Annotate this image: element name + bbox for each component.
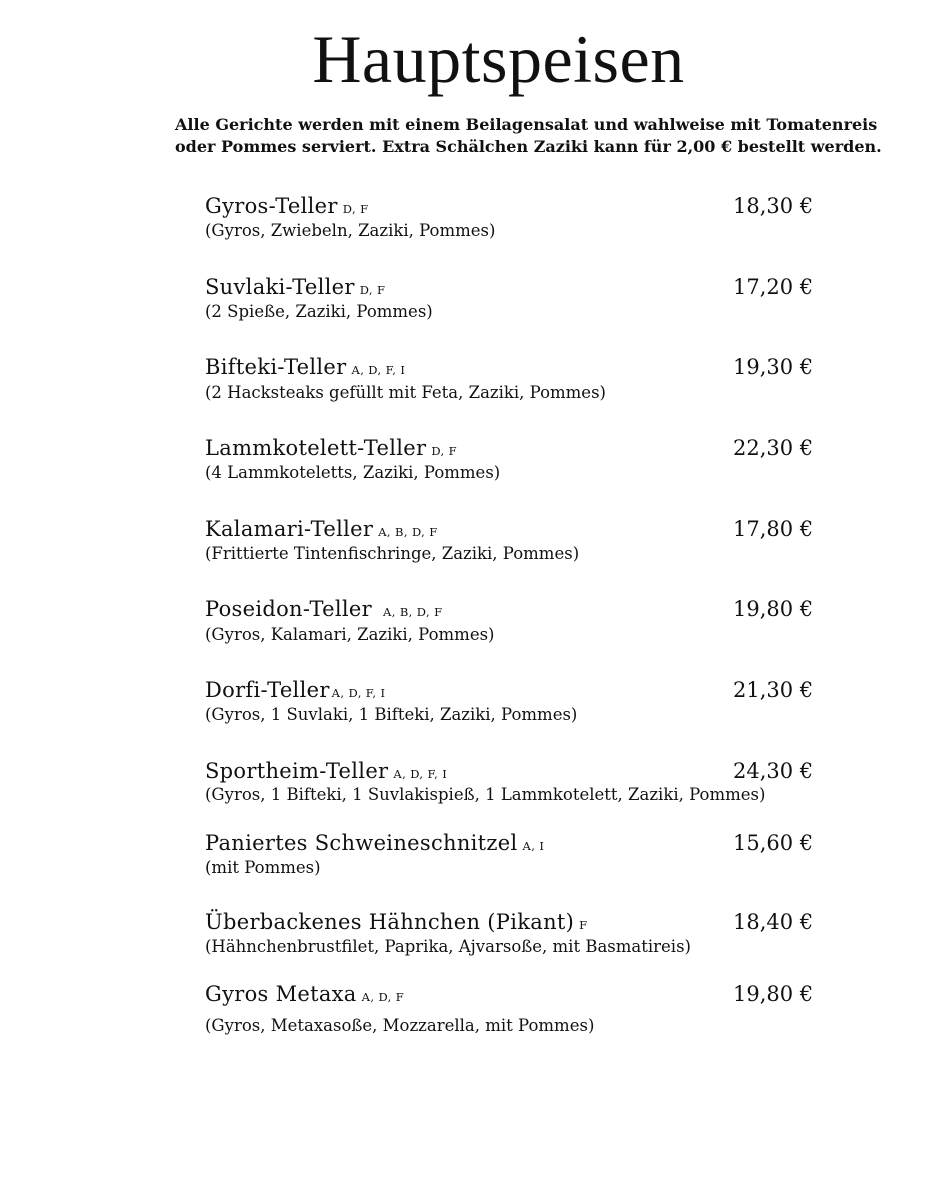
- menu-item-title: [205, 906, 588, 941]
- dish-name: Kalamari-Teller: [205, 517, 374, 541]
- allergen-codes: A, B, D, F: [378, 525, 438, 539]
- dish-price: 19,80 €: [733, 982, 814, 1006]
- menu-item-title: [205, 674, 385, 709]
- dish-price: 21,30 €: [733, 678, 814, 702]
- menu-item-title: [205, 351, 405, 386]
- dish-price: 18,30 €: [733, 194, 814, 218]
- menu-item-title: [205, 190, 368, 225]
- dish-description: (Gyros, Zwiebeln, Zaziki, Pommes): [205, 221, 496, 240]
- allergen-codes: A, I: [522, 839, 545, 853]
- menu-item-title: [205, 827, 544, 862]
- menu-item-title: [205, 513, 438, 548]
- allergen-codes: A, D, F, I: [331, 686, 386, 700]
- dish-price: 19,30 €: [733, 355, 814, 379]
- allergen-codes: A, D, F, I: [351, 363, 406, 377]
- allergen-codes: D, F: [431, 444, 458, 458]
- dish-name: Gyros-Teller: [205, 194, 338, 218]
- dish-name: Lammkotelett-Teller: [205, 436, 427, 460]
- dish-name: Poseidon-Teller: [205, 597, 373, 621]
- dish-name: Überbackenes Hähnchen (Pikant): [205, 910, 575, 934]
- dish-name: Dorfi-Teller: [205, 678, 330, 702]
- dish-price: 17,80 €: [733, 517, 814, 541]
- dish-name: Suvlaki-Teller: [205, 275, 355, 299]
- allergen-codes: F: [579, 918, 588, 932]
- dish-name: Paniertes Schweineschnitzel: [205, 831, 518, 855]
- dish-name: Gyros Metaxa: [205, 982, 357, 1006]
- dish-price: 18,40 €: [733, 910, 814, 934]
- menu-item-title: [205, 432, 457, 467]
- dish-name: Sportheim-Teller: [205, 759, 389, 783]
- allergen-codes: A, D, F, I: [393, 767, 448, 781]
- dish-description: (Hähnchenbrustfilet, Paprika, Ajvarsoße, mit Basmatireis): [205, 937, 691, 956]
- dish-description: (2 Spieße, Zaziki, Pommes): [205, 302, 433, 321]
- dish-description: (2 Hacksteaks gefüllt mit Feta, Zaziki, Pommes): [205, 383, 606, 402]
- intro-note: [175, 114, 882, 158]
- dish-description: (Frittierte Tintenfischringe, Zaziki, Pommes): [205, 544, 580, 563]
- dish-description: (Gyros, 1 Suvlaki, 1 Bifteki, Zaziki, Pommes): [205, 705, 578, 724]
- dish-price: 15,60 €: [733, 831, 814, 855]
- dish-description: (Gyros, 1 Bifteki, 1 Suvlakispieß, 1 Lammkotelett, Zaziki, Pommes): [205, 785, 766, 804]
- menu-item-title: [205, 593, 443, 628]
- page-title: Hauptspeisen: [312, 21, 685, 97]
- intro-line-2: oder Pommes serviert. Extra Schälchen Zaziki kann für 2,00 € bestellt werden.: [175, 137, 882, 156]
- menu-item-title: [205, 978, 404, 1013]
- intro-line-1: Alle Gerichte werden mit einem Beilagensalat und wahlweise mit Tomatenreis: [175, 115, 878, 134]
- allergen-codes: D, F: [342, 202, 369, 216]
- allergen-codes: A, D, F: [361, 990, 405, 1004]
- menu-item-title: [205, 271, 385, 306]
- dish-price: 19,80 €: [733, 597, 814, 621]
- dish-description: (Gyros, Kalamari, Zaziki, Pommes): [205, 625, 495, 644]
- allergen-codes: A, B, D, F: [383, 605, 443, 619]
- dish-description: (mit Pommes): [205, 858, 321, 877]
- allergen-codes: D, F: [359, 283, 386, 297]
- dish-description: (Gyros, Metaxasoße, Mozzarella, mit Pommes): [205, 1016, 595, 1035]
- dish-description: (4 Lammkoteletts, Zaziki, Pommes): [205, 463, 501, 482]
- dish-price: 22,30 €: [733, 436, 814, 460]
- dish-name: Bifteki-Teller: [205, 355, 347, 379]
- dish-price: 24,30 €: [733, 759, 814, 783]
- dish-price: 17,20 €: [733, 275, 814, 299]
